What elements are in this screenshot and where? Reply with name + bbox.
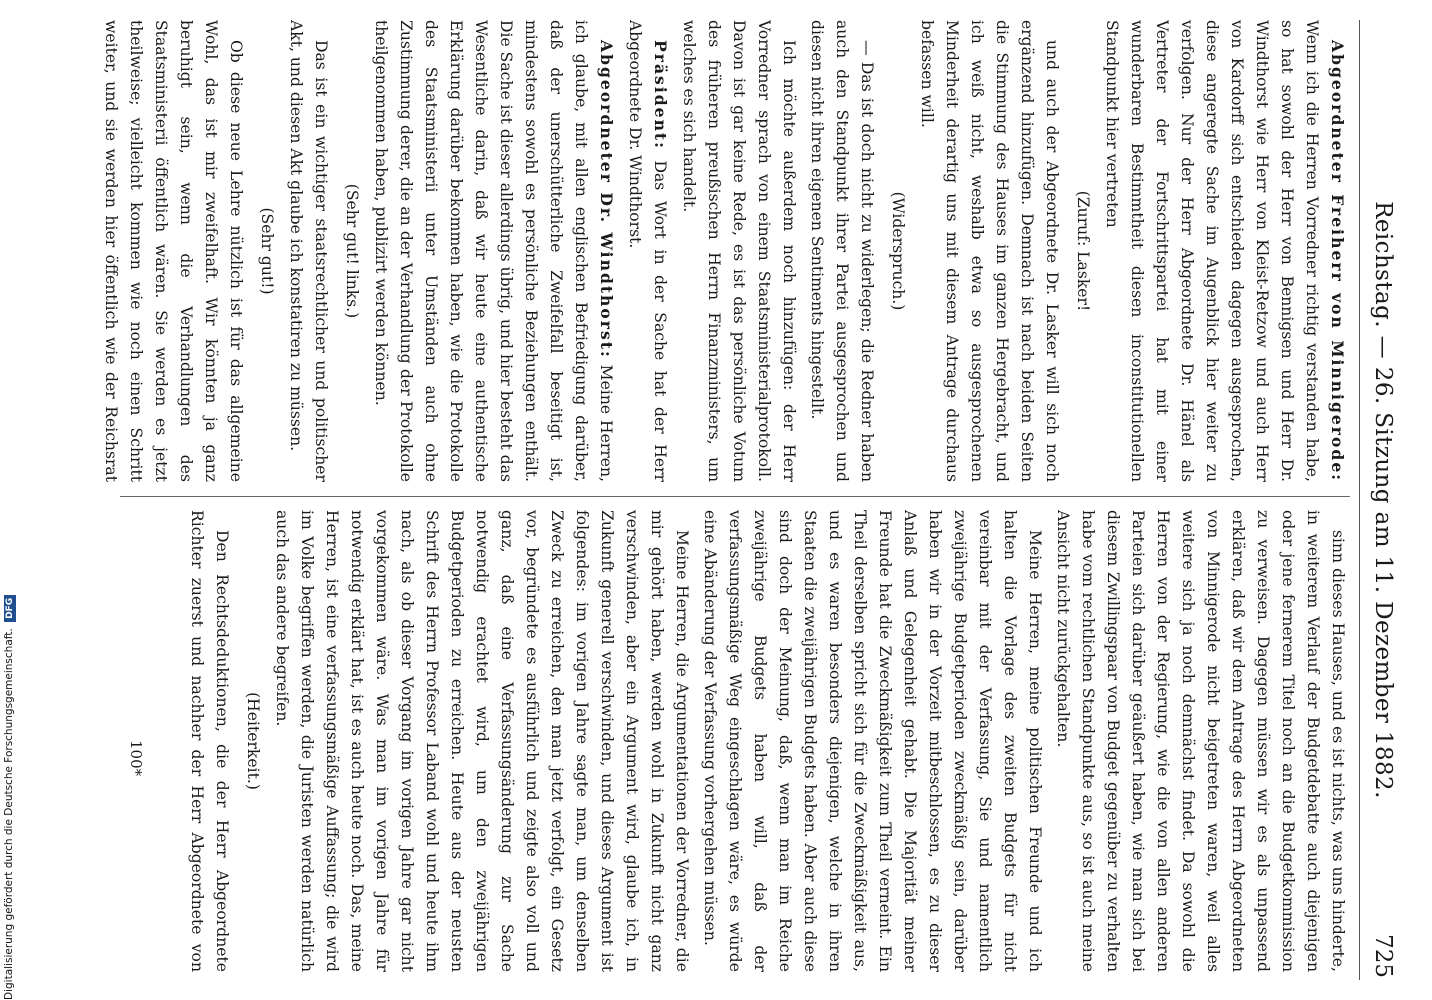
digitization-footer [2,597,16,1000]
dfg-credit-text: Digitalisierung gefördert durch die Deutsche Forschungsgemeinschaft. [3,628,15,1000]
paragraph-text: Den Rechtsdeduktionen, die der Herr Abgeordnete Richter zuerst und nachher der Herr Abgeordnete von [188,510,231,972]
paragraph [269,510,694,972]
paragraph-text: (Heiterkeit.) [244,692,262,790]
paragraph-text: — Das ist doch nicht zu widerlegen; die Redner haben auch den Standpunkt ihrer Partei ausgesprochen und diesen nicht ihren eigenen Sentiments hingestellt. [808,20,876,482]
paragraph-text: Meine Herren, ich glaube, mit allen englischen Befriedigung darüber, daß der unerschütterliche Zweifelfall beseitigt ist, mindestens sowohl es persönliche Beziehungen enthält. Die Sache ist dieser allerdings übrig, und hier besteht das Wesentliche darin, daß wir heute eine authentische Erklärung darüber bekommen haben, wie die Protokolle des Staatsministerii unter Umständen auch ohne Zustimmung derer, die an der Verhandlung der Protokolle theilgenommen haben, publizirt werden können. [372,20,615,482]
dfg-logo: DFG [4,595,16,622]
paragraph [368,20,619,482]
column-divider [120,496,1350,497]
speaker-name: Präsident: [651,40,670,150]
speaker-name: Abgeordneter Freiherr von Minnigerode: [1328,40,1347,482]
paragraph-text: (Zuruf: Lasker! [1074,190,1092,312]
rotated-page-content [100,20,1400,980]
paragraph [1050,510,1350,972]
right-text-column [182,510,1350,972]
paragraph-text: Das Wort in der Sache hat der Herr Abgeordnete Dr. Windthorst. [626,20,669,482]
paragraph [182,510,234,972]
paragraph [697,510,1047,972]
folio-signature: 100* [127,740,145,777]
paragraph [622,20,673,482]
paragraph-text: Ob diese neue Lehre nützlich ist für das allgemeine Wohl, das ist mir zweifelhaft. Wir könnten ja ganz beruhigt sein, wenn die Verhandlungen des Staatsministerii öffentlich wären. Sie werden es jetzt theilweise; vielleicht kommen wie noch einen Schritt weiter, und sie werden hier öffentlich wie der Reichsrat [102,20,245,482]
paragraph-text: Meine Herren, die Argumentationen der Vorredner, die mir gehört haben, werden wohl in Zukunft nicht ganz verschwinden, aber ein Argument wird, glaube ich, in Zukunft generell verschwinden, und dieses Argument ist folgendes: im vorigen Jahre sagte man, um denselben Zweck zu erreichen, den man jetzt verfolgt, ein Gesetz vor, begründete es ausführlich und zeigte also voll und ganz, daß eine Verfassungsänderung zur Sache notwendig erachtet wird, um den zweijährigen Budgetperioden zu erreichen. Heute aus der neusten Schrift des Herrn Professor Laband wohl und heute ihm nach, als ob dieser Vorgang im vorigen Jahre gar nicht vorgekommen wäre. Was man im vorigen Jahre für notwendig erklärt hat, ist es auch heute noch. Das, meine Herren, ist eine verfassungsmäßige Auffassung; die wird im Volke begriffen werden, die Juristen werden natürlich auch das andere begreifen. [273,510,691,972]
paragraph-text: (Widerspruch.) [889,191,907,311]
paragraph-text: sinn dieses Hauses, und es ist nichts, was uns hinderte, in weiterem Verlauf der Budgetdebatte auch diejenigen oder jene fernerem Titel noch an die Budgetkommission zu verweisen. Dagegen müssen wir es als unpassend erklären, daß wir dem Antrage des Herrn Abgeordneten von Minnigerode nicht beigetreten waren, weil alles weitere sich ja noch demnächst findet. Da sowohl die Herren von der Regierung, wie die von allen anderen Parteien sich darüber geäußert haben, wie man sich bei diesem Zwillingspaar von Budget gegenüber zu verhalten habe vom rechtlichen Standpunkte aus, so ist auch meine Ansicht nicht zurückgehalten. [1054,510,1347,972]
paragraph [914,20,1064,482]
paragraph [804,20,879,482]
paragraph-text: und auch der Abgeordnete Dr. Lasker will sich noch ergänzend hinzufügen. Demnach ist nach beiden Seiten die Stimmung des Hauses im ganzen Hergebracht, und ich weiß nicht, weshalb etwa so ausgesprochenen Minderheit derartig uns mit diesem Antrage durchaus befassen will. [918,20,1061,482]
paragraph-text: Ich möchte außerdem noch hinzufügen: der Herr Vorredner sprach von einem Staatsministerialprotokoll. Davon ist gar keine Rede, es ist das persönliche Votum des früheren preußischen Herrn Finanzministers, um welches es sich handelt. [680,20,798,482]
speaker-name: Abgeordneter Dr. Windthorst: [597,40,616,359]
left-text-column [100,20,1350,482]
paragraph-text: Wenn ich die Herren Vorredner richtig verstanden habe, so hat sowohl der Herr von Bennigsen und Herr Dr. Windthorst wie Herr von Kleist-Retzow und auch Herr von Kardorff sich entschieden dagegen ausgesprochen, diese angeregte Sache im Augenblick hier weiter zu verfolgen. Nur der Herr Abgeordnete Dr. Hänel als Vertreter der Fortschrittspartei hat mit einer wunderbaren Bestimmtheit diesen inconstitutionellen Standpunkt hier vertreten [1103,20,1321,482]
interjection [339,20,364,482]
paragraph [676,20,801,482]
paragraph-text: Das ist ein wichtiger staatsrechtlicher und politischer Akt, und diesen Akt glaube ich konstatiren zu müssen. [287,20,330,482]
paragraph-text: Meine Herren, meine politischen Freunde und ich halten die Vorlage des zweiten Budgets für nicht vereinbar mit der Verfassung, Sie und namentlich zweijährige Budgetperioden zweckmäßig sein, darüber haben wir in der Vorzeit mitbeschlossen, es zu dieser Anlaß und Gelegenheit gehabt. Die Majorität meiner Freunde hat die Zweckmäßigkeit zum Theil verneint. Ein Theil derselben spricht sich für die Zweckmäßigkeit aus, und es waren besonders diejenigen, welche in ihren Staaten die zweijährigen Budgets haben. Aber auch diese sind doch der Meinung, daß, wenn man im Reiche zweijährige Budgets haben will, daß der verfassungsmäßige Weg eingeschlagen wäre, es würde eine Abänderung der Verfassung vorhergehen müssen. [701,510,1044,972]
interjection [1070,20,1095,482]
paragraph-text: (Sehr gut!) [258,207,276,295]
paragraph [283,20,333,482]
paragraph [100,20,248,482]
paragraph [1099,20,1350,482]
page-header [1359,20,1400,980]
page-number: 725 [1370,934,1396,978]
paragraph-text: (Sehr gut! links.) [343,183,361,319]
interjection [240,510,265,972]
interjection [885,20,910,482]
running-title: Reichstag. — 26. Sitzung am 11. Dezember 1882. [1370,201,1396,799]
interjection [254,20,279,482]
